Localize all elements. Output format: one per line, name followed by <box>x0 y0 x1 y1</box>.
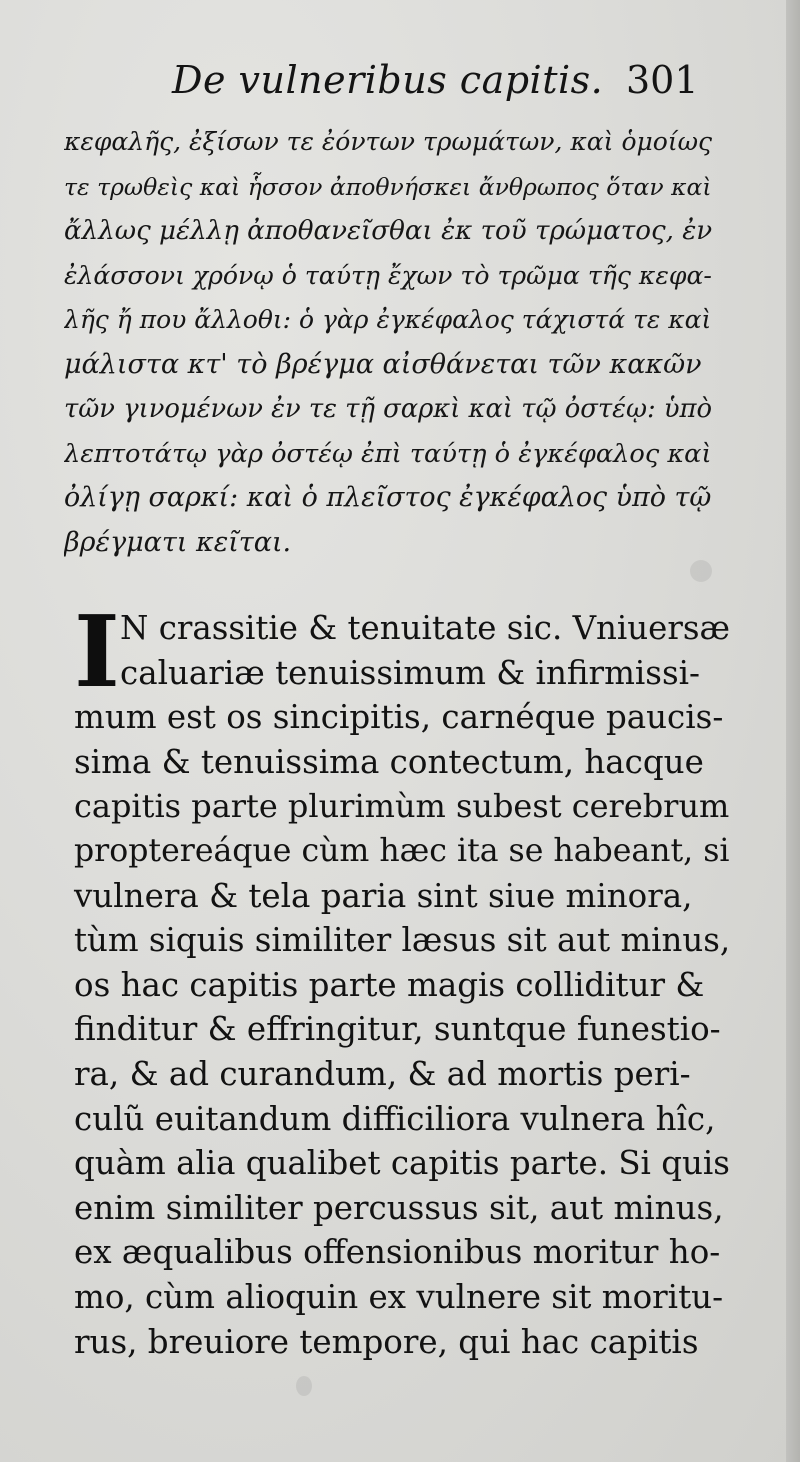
greek-line: τε τρωθεὶς καὶ ἧσσον ἀποθνήσκει ἄνθρωπος ὅταν καὶ <box>64 172 712 201</box>
drop-cap-initial: I <box>74 595 120 710</box>
running-header <box>0 58 800 118</box>
latin-line: culũ euitandum difficiliora vulnera hîc, <box>74 1099 716 1138</box>
greek-line: λῆς ἤ που ἄλλοθι: ὁ γὰρ ἐγκέφαλος τάχιστά τε καὶ <box>64 305 712 334</box>
page-blot <box>296 1376 312 1396</box>
latin-line: enim similiter percussus sit, aut minus, <box>74 1188 724 1227</box>
greek-line: μάλιστα κτ' τὸ βρέγμα αἰσθάνεται τῶν κακῶν <box>64 348 702 380</box>
greek-line: ὀλίγῃ σαρκί: καὶ ὁ πλεῖστος ἐγκέφαλος ὑπὸ τῷ <box>64 482 712 513</box>
greek-paragraph <box>64 120 712 565</box>
running-title: De vulneribus capitis. <box>172 58 604 102</box>
page-number: 301 <box>626 58 699 102</box>
latin-paragraph <box>74 595 734 1364</box>
latin-line: vulnera & tela paria sint siue minora, <box>74 876 693 915</box>
latin-line: quàm alia qualibet capitis parte. Si quis <box>74 1144 730 1183</box>
latin-line: caluariæ tenuissimum & infirmissi- <box>120 653 701 692</box>
greek-line: τῶν γινομένων ἐν τε τῇ σαρκὶ καὶ τῷ ὀστέῳ: ὑπὸ <box>64 394 712 424</box>
page-edge <box>786 0 800 1462</box>
latin-line: proptereáque cùm hæc ita se habeant, si <box>74 832 730 869</box>
latin-line: rus, breuiore tempore, qui hac capitis <box>74 1322 699 1361</box>
latin-line: mo, cùm alioquin ex vulnere sit moritu- <box>74 1277 724 1316</box>
latin-line: sima & tenuissima contectum, hacque <box>74 742 704 781</box>
latin-line: os hac capitis parte magis colliditur & <box>74 965 705 1004</box>
latin-line: tùm siquis similiter læsus sit aut minus, <box>74 921 731 960</box>
greek-line: λεπτοτάτῳ γὰρ ὀστέῳ ἐπὶ ταύτῃ ὁ ἐγκέφαλος καὶ <box>64 438 712 469</box>
greek-line: ἄλλως μέλλῃ ἀποθανεῖσθαι ἐκ τοῦ τρώματος, ἐν <box>64 216 712 246</box>
greek-line: ἐλάσσονι χρόνῳ ὁ ταύτῃ ἔχων τὸ τρῶμα τῆς κεφα- <box>64 260 712 290</box>
greek-line: κεφαλῆς, ἐξίσων τε ἐόντων τρωμάτων, καὶ ὁμοίως <box>64 127 712 156</box>
latin-line: ex æqualibus offensionibus moritur ho- <box>74 1233 721 1272</box>
latin-line: capitis parte plurimùm subest cerebrum <box>74 787 730 826</box>
latin-line: mum est os sincipitis, carnéque paucis- <box>74 698 724 737</box>
latin-line: finditur & effringitur, suntque funestio- <box>74 1010 721 1049</box>
latin-line: ra, & ad curandum, & ad mortis peri- <box>74 1054 691 1093</box>
latin-line: N crassitie & tenuitate sic. Vniuersæ <box>120 609 731 647</box>
greek-line: βρέγματι κεῖται. <box>64 526 292 558</box>
